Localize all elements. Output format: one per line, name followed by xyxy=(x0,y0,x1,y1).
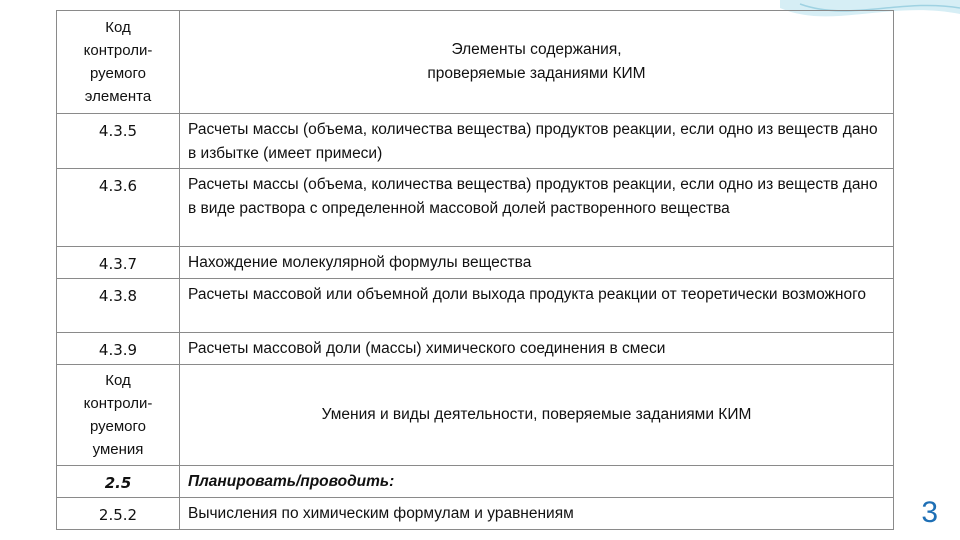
content-table xyxy=(56,10,894,530)
row-text: Расчеты массы (объема, количества вещества) продуктов реакции, если одно из веществ дано в виде раствора с определенной массовой долей растворенного вещества xyxy=(180,169,894,247)
row-code: 4.3.7 xyxy=(57,247,180,279)
header-text-line: проверяемые заданиями КИМ xyxy=(427,65,646,82)
row-text: Расчеты массовой или объемной доли выхода продукта реакции от теоретически возможного xyxy=(180,279,894,333)
table-row xyxy=(57,498,894,530)
header-code-line: умения xyxy=(92,441,144,458)
table-row xyxy=(57,114,894,169)
page-number: 3 xyxy=(921,496,938,529)
header-text-line: Элементы содержания, xyxy=(451,41,622,58)
header-code-line: контроли- xyxy=(83,395,153,412)
table-row xyxy=(57,466,894,498)
header-code-line: элемента xyxy=(84,88,152,105)
row-text: Нахождение молекулярной формулы вещества xyxy=(180,247,894,279)
header-code-line: Код xyxy=(105,372,131,389)
table-row xyxy=(57,279,894,333)
row-code: 4.3.6 xyxy=(57,169,180,247)
table-row xyxy=(57,247,894,279)
row-code: 4.3.8 xyxy=(57,279,180,333)
table-row xyxy=(57,333,894,365)
table2-header-text: Умения и виды деятельности, поверяемые заданиями КИМ xyxy=(180,365,894,466)
table-row xyxy=(57,169,894,247)
header-code-line: руемого xyxy=(90,418,146,435)
row-code: 2.5.2 xyxy=(57,498,180,530)
row-code: 4.3.9 xyxy=(57,333,180,365)
header-code-line: контроли- xyxy=(83,42,153,59)
row-text: Вычисления по химическим формулам и уравнениям xyxy=(180,498,894,530)
table1-header-text xyxy=(180,11,894,114)
header-code-line: руемого xyxy=(90,65,146,82)
table1-header-row xyxy=(57,11,894,114)
header-code-line: Код xyxy=(105,19,131,36)
table2-header-code xyxy=(57,365,180,466)
row-code: 2.5 xyxy=(57,466,180,498)
table1-header-code xyxy=(57,11,180,114)
row-text: Расчеты массы (объема, количества вещества) продуктов реакции, если одно из веществ дано в избытке (имеет примеси) xyxy=(180,114,894,169)
table2-header-row xyxy=(57,365,894,466)
row-text: Планировать/проводить: xyxy=(180,466,894,498)
row-code: 4.3.5 xyxy=(57,114,180,169)
row-text: Расчеты массовой доли (массы) химического соединения в смеси xyxy=(180,333,894,365)
